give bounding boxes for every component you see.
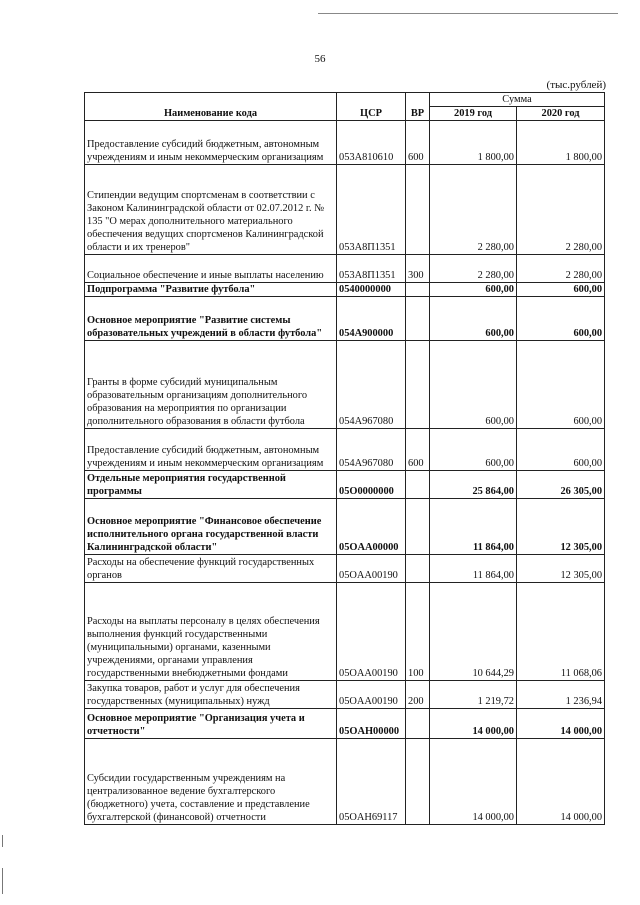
row-vr-code: 100 xyxy=(406,583,430,681)
row-csr-code: 053A8П1351 xyxy=(337,255,406,283)
row-vr-code: 300 xyxy=(406,255,430,283)
row-sum-2020: 14 000,00 xyxy=(517,709,605,739)
budget-table xyxy=(84,92,605,825)
row-vr-code xyxy=(406,499,430,555)
row-sum-2020: 11 068,06 xyxy=(517,583,605,681)
row-sum-2020: 12 305,00 xyxy=(517,499,605,555)
row-csr-code: 05OAA00190 xyxy=(337,583,406,681)
table-body xyxy=(85,121,605,825)
row-sum-2019: 2 280,00 xyxy=(430,255,517,283)
table-row xyxy=(85,499,605,555)
row-name: Стипендии ведущим спортсменам в соответствии с Законом Калининградской области от 02.07.2012 г. № 135 "О мерах дополнительного материального обеспечения ведущих спортсменов Калининградской области и их тренеров" xyxy=(85,165,337,255)
row-vr-code: 200 xyxy=(406,681,430,709)
row-sum-2019: 600,00 xyxy=(430,297,517,341)
row-csr-code: 05OAA00190 xyxy=(337,681,406,709)
row-sum-2019: 11 864,00 xyxy=(430,555,517,583)
row-sum-2019: 1 219,72 xyxy=(430,681,517,709)
row-sum-2020: 600,00 xyxy=(517,341,605,429)
table-row xyxy=(85,121,605,165)
row-vr-code xyxy=(406,555,430,583)
row-sum-2020: 1 236,94 xyxy=(517,681,605,709)
table-row xyxy=(85,583,605,681)
row-vr-code xyxy=(406,297,430,341)
row-sum-2019: 600,00 xyxy=(430,283,517,297)
row-sum-2019: 11 864,00 xyxy=(430,499,517,555)
row-name: Отдельные мероприятия государственной программы xyxy=(85,471,337,499)
row-csr-code: 053A8П1351 xyxy=(337,165,406,255)
row-vr-code xyxy=(406,709,430,739)
row-name: Подпрограмма "Развитие футбола" xyxy=(85,283,337,297)
row-sum-2019: 1 800,00 xyxy=(430,121,517,165)
table-row xyxy=(85,283,605,297)
margin-mark xyxy=(2,868,3,894)
row-csr-code: 054A967080 xyxy=(337,429,406,471)
row-csr-code: 054A967080 xyxy=(337,341,406,429)
units-label: (тыс.рублей) xyxy=(546,79,606,91)
header-vr: ВР xyxy=(406,93,430,121)
row-name: Субсидии государственным учреждениям на централизованное ведение бухгалтерского (бюджетного) учета, составление и представление бухгалтерской (финансовой) отчетности xyxy=(85,739,337,825)
header-2020: 2020 год xyxy=(517,107,605,121)
header-2019: 2019 год xyxy=(430,107,517,121)
row-sum-2020: 2 280,00 xyxy=(517,165,605,255)
row-sum-2019: 10 644,29 xyxy=(430,583,517,681)
margin-mark xyxy=(2,835,3,847)
top-rule xyxy=(318,13,618,14)
row-csr-code: 054A900000 xyxy=(337,297,406,341)
row-csr-code: 05OAH69117 xyxy=(337,739,406,825)
row-csr-code: 05OAA00000 xyxy=(337,499,406,555)
row-sum-2019: 14 000,00 xyxy=(430,739,517,825)
row-sum-2020: 12 305,00 xyxy=(517,555,605,583)
row-name: Предоставление субсидий бюджетным, автономным учреждениям и иным некоммерческим организациям xyxy=(85,121,337,165)
row-name: Расходы на выплаты персоналу в целях обеспечения выполнения функций государственными (муниципальными) органами, казенными учреждениями, органами управления государственными внебюджетными фондами xyxy=(85,583,337,681)
row-csr-code: 05OAH00000 xyxy=(337,709,406,739)
table-row xyxy=(85,165,605,255)
table-row xyxy=(85,341,605,429)
row-vr-code xyxy=(406,739,430,825)
row-name: Закупка товаров, работ и услуг для обеспечения государственных (муниципальных) нужд xyxy=(85,681,337,709)
row-vr-code xyxy=(406,471,430,499)
header-csr: ЦСР xyxy=(337,93,406,121)
header-sum: Сумма xyxy=(430,93,605,107)
row-csr-code: 05OAA00190 xyxy=(337,555,406,583)
row-sum-2019: 25 864,00 xyxy=(430,471,517,499)
row-sum-2019: 2 280,00 xyxy=(430,165,517,255)
row-sum-2020: 2 280,00 xyxy=(517,255,605,283)
table-row xyxy=(85,739,605,825)
row-csr-code: 053A810610 xyxy=(337,121,406,165)
table-row xyxy=(85,709,605,739)
row-name: Гранты в форме субсидий муниципальным образовательным организациям дополнительного образования на мероприятия по организации дополнительного образования в области футбола xyxy=(85,341,337,429)
header-name: Наименование кода xyxy=(85,93,337,121)
page-number: 56 xyxy=(314,53,326,65)
row-vr-code: 600 xyxy=(406,429,430,471)
row-name: Предоставление субсидий бюджетным, автономным учреждениям и иным некоммерческим организациям xyxy=(85,429,337,471)
row-name: Основное мероприятие "Организация учета и отчетности" xyxy=(85,709,337,739)
row-vr-code: 600 xyxy=(406,121,430,165)
row-vr-code xyxy=(406,165,430,255)
row-sum-2020: 14 000,00 xyxy=(517,739,605,825)
row-name: Основное мероприятие "Развитие системы образовательных учреждений в области футбола" xyxy=(85,297,337,341)
row-sum-2019: 600,00 xyxy=(430,341,517,429)
row-sum-2020: 600,00 xyxy=(517,429,605,471)
row-sum-2020: 600,00 xyxy=(517,297,605,341)
row-sum-2020: 600,00 xyxy=(517,283,605,297)
row-csr-code: 0540000000 xyxy=(337,283,406,297)
table-row xyxy=(85,681,605,709)
table-row xyxy=(85,555,605,583)
row-sum-2020: 1 800,00 xyxy=(517,121,605,165)
row-name: Основное мероприятие "Финансовое обеспечение исполнительного органа государственной власти Калининградской области" xyxy=(85,499,337,555)
row-sum-2020: 26 305,00 xyxy=(517,471,605,499)
row-vr-code xyxy=(406,283,430,297)
row-vr-code xyxy=(406,341,430,429)
row-name: Расходы на обеспечение функций государственных органов xyxy=(85,555,337,583)
table-row xyxy=(85,255,605,283)
row-name: Социальное обеспечение и иные выплаты населению xyxy=(85,255,337,283)
table-row xyxy=(85,429,605,471)
row-sum-2019: 600,00 xyxy=(430,429,517,471)
table-row xyxy=(85,297,605,341)
table-row xyxy=(85,471,605,499)
row-csr-code: 05O0000000 xyxy=(337,471,406,499)
row-sum-2019: 14 000,00 xyxy=(430,709,517,739)
